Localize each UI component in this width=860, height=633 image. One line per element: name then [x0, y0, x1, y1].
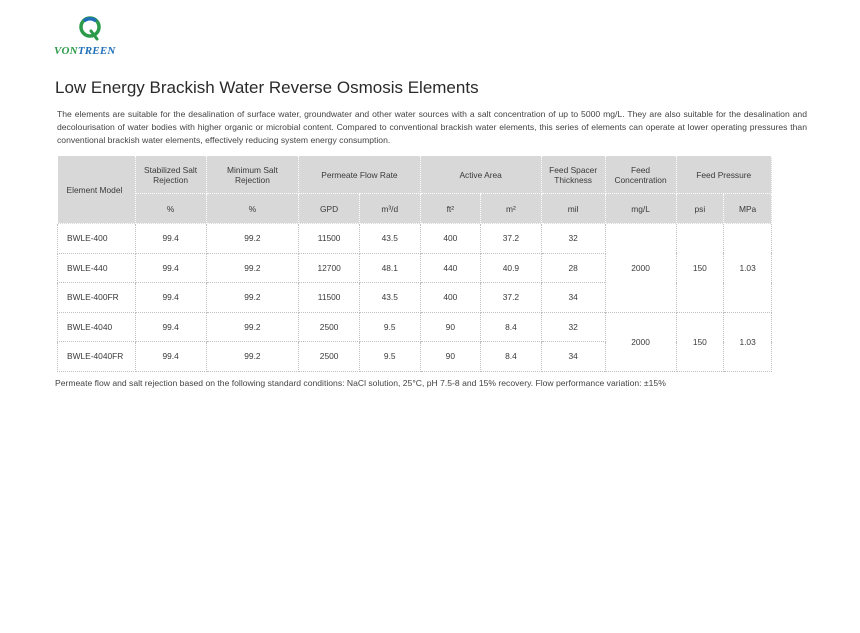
cell-gpd: 12700 — [299, 253, 360, 283]
brand-name-green: VON — [54, 45, 78, 57]
unit-mgl: mg/L — [605, 194, 676, 224]
cell-ft2: 90 — [420, 342, 481, 372]
cell-m2: 37.2 — [481, 224, 542, 254]
header-permeate-flow: Permeate Flow Rate — [299, 156, 420, 194]
cell-spacer: 32 — [541, 224, 605, 254]
brand-logo — [54, 15, 126, 59]
cell-m3d: 48.1 — [359, 253, 420, 283]
header-feed-concentration-label: Feed Concentration — [614, 164, 667, 185]
cell-m3d: 43.5 — [359, 224, 420, 254]
cell-spacer: 28 — [541, 253, 605, 283]
logo-mark-icon — [78, 15, 102, 41]
cell-ft2: 400 — [420, 283, 481, 313]
cell-feed-concentration: 2000 — [605, 224, 676, 313]
brand-wordmark — [54, 45, 116, 57]
cell-model: BWLE-4040FR — [58, 342, 136, 372]
specification-table — [57, 156, 772, 372]
header-stabilized-rejection — [135, 156, 206, 194]
unit-ft2: ft² — [420, 194, 481, 224]
cell-mpa: 1.03 — [724, 312, 772, 371]
cell-model: BWLE-440 — [58, 253, 136, 283]
header-element-model: Element Model — [58, 156, 136, 224]
cell-model: BWLE-4040 — [58, 312, 136, 342]
unit-gpd: GPD — [299, 194, 360, 224]
page-title: Low Energy Brackish Water Reverse Osmosis Elements — [55, 78, 479, 97]
cell-model: BWLE-400 — [58, 224, 136, 254]
header-feed-concentration — [605, 156, 676, 194]
cell-ft2: 400 — [420, 224, 481, 254]
cell-mpa: 1.03 — [724, 224, 772, 313]
cell-gpd: 11500 — [299, 224, 360, 254]
cell-ft2: 90 — [420, 312, 481, 342]
cell-m2: 40.9 — [481, 253, 542, 283]
cell-minimum: 99.2 — [206, 283, 299, 313]
header-minimum-rejection-label: Minimum Salt Rejection — [227, 164, 278, 185]
header-feed-spacer-label: Feed Spacer Thickness — [549, 164, 598, 185]
cell-gpd: 11500 — [299, 283, 360, 313]
cell-stabilized: 99.4 — [135, 312, 206, 342]
cell-stabilized: 99.4 — [135, 342, 206, 372]
header-feed-spacer — [541, 156, 605, 194]
cell-spacer: 34 — [541, 342, 605, 372]
cell-model: BWLE-400FR — [58, 283, 136, 313]
cell-m2: 8.4 — [481, 312, 542, 342]
table-row — [58, 312, 772, 342]
cell-gpd: 2500 — [299, 342, 360, 372]
cell-m2: 37.2 — [481, 283, 542, 313]
header-active-area: Active Area — [420, 156, 541, 194]
table-header-row — [58, 156, 772, 194]
cell-psi: 150 — [676, 312, 724, 371]
header-feed-pressure: Feed Pressure — [676, 156, 771, 194]
brand-name-blue: TREEN — [77, 45, 116, 57]
cell-stabilized: 99.4 — [135, 224, 206, 254]
header-minimum-rejection — [206, 156, 299, 194]
unit-mpa: MPa — [724, 194, 772, 224]
unit-minimum: % — [206, 194, 299, 224]
unit-psi: psi — [676, 194, 724, 224]
intro-paragraph: The elements are suitable for the desalination of surface water, groundwater and other water sources with a salt concentration of up to 5000 mg/L. They are also suitable for the desalination and decolourisation of water bodies with higher organic or microbial content. Compared to conventional brackish water elements, this series of elements can operate at lower operating pressures than conventional brackish water elements, effectively reducing system energy consumption. — [57, 109, 807, 145]
cell-m2: 8.4 — [481, 342, 542, 372]
unit-m3d: m³/d — [359, 194, 420, 224]
unit-mil: mil — [541, 194, 605, 224]
cell-feed-concentration: 2000 — [605, 312, 676, 371]
table-units-row — [58, 194, 772, 224]
cell-m3d: 43.5 — [359, 283, 420, 313]
unit-m2: m² — [481, 194, 542, 224]
unit-stabilized: % — [135, 194, 206, 224]
cell-gpd: 2500 — [299, 312, 360, 342]
header-stabilized-rejection-label: Stabilized Salt Rejection — [144, 164, 198, 185]
cell-minimum: 99.2 — [206, 224, 299, 254]
cell-psi: 150 — [676, 224, 724, 313]
cell-stabilized: 99.4 — [135, 283, 206, 313]
footnote: Permeate flow and salt rejection based on the following standard conditions: NaCl solution, 25°C, pH 7.5-8 and 15% recovery. Flow performance variation: ±15% — [55, 378, 666, 388]
cell-spacer: 34 — [541, 283, 605, 313]
cell-minimum: 99.2 — [206, 342, 299, 372]
cell-minimum: 99.2 — [206, 253, 299, 283]
table-row — [58, 224, 772, 254]
cell-stabilized: 99.4 — [135, 253, 206, 283]
cell-minimum: 99.2 — [206, 312, 299, 342]
cell-ft2: 440 — [420, 253, 481, 283]
cell-spacer: 32 — [541, 312, 605, 342]
cell-m3d: 9.5 — [359, 312, 420, 342]
cell-m3d: 9.5 — [359, 342, 420, 372]
